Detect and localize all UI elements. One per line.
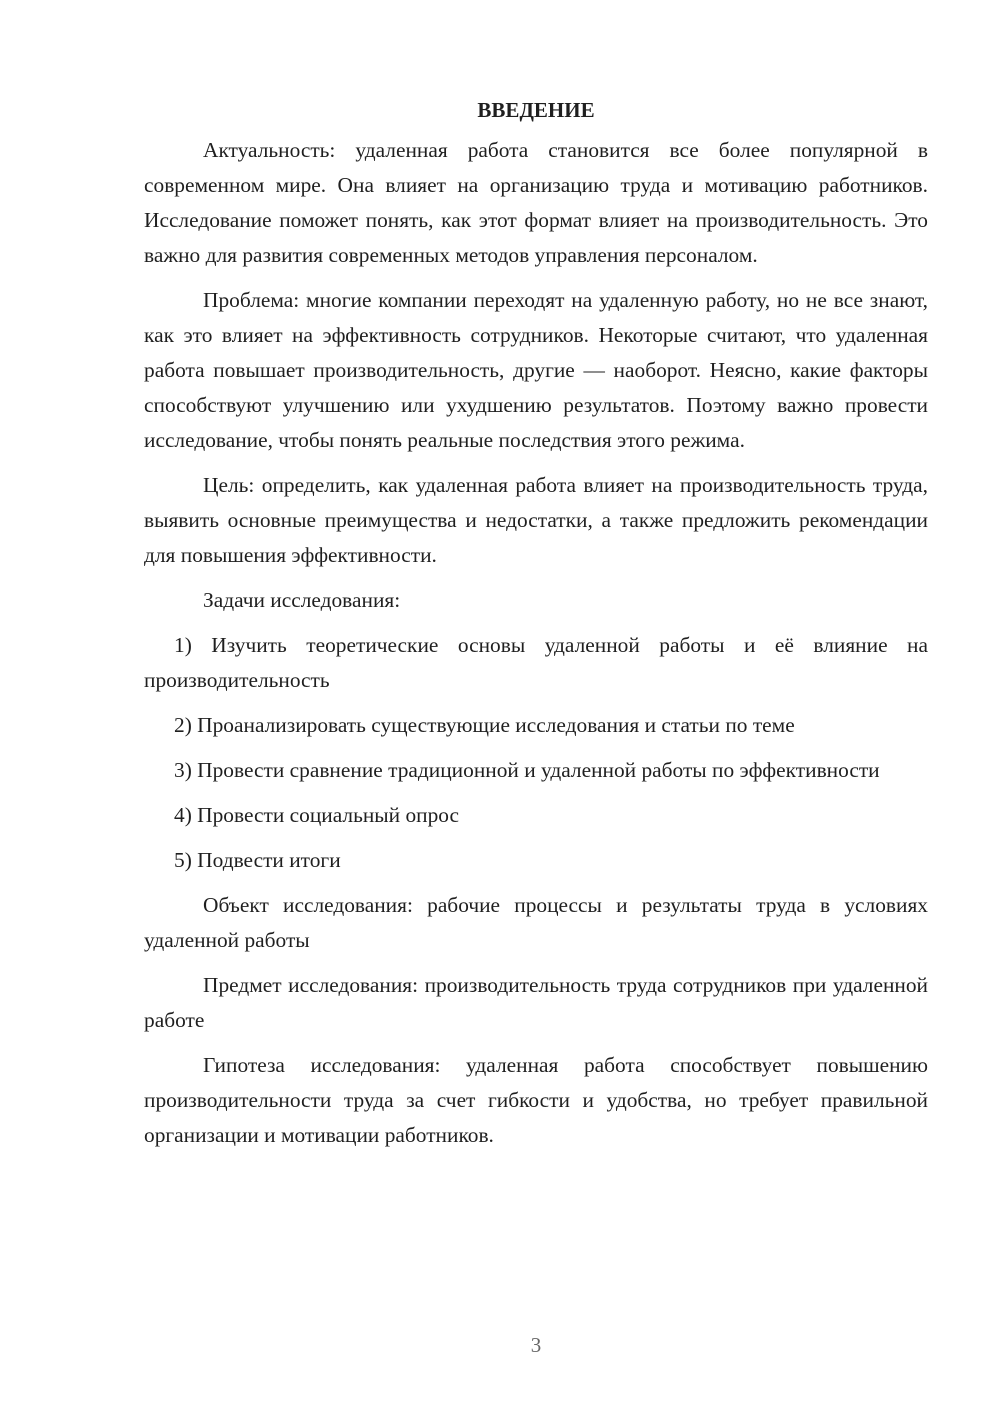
task-item-1: 1) Изучить теоретические основы удаленной работы и её влияние на производительность [144,633,928,692]
tasks-heading: Задачи исследования: [203,588,401,612]
task-item-2: 2) Проанализировать существующие исследования и статьи по теме [174,713,795,737]
hypothesis-paragraph: Гипотеза исследования: удаленная работа способствует повышению производительности труда за счет гибкости и удобства, но требует правильной организации и мотивации работников. [144,1053,928,1147]
problem-paragraph: Проблема: многие компании переходят на удаленную работу, но не все знают, как это влияет на эффективность сотрудников. Некоторые считают, что удаленная работа повышает производительность, другие — наоборот. Неясно, какие факторы способствуют улучшению или ухудшению результатов. Поэтому важно провести исследование, чтобы понять реальные последствия этого режима. [144,288,928,452]
research-subject-paragraph: Предмет исследования: производительность труда сотрудников при удаленной работе [144,973,928,1032]
document-page [144,92,928,1163]
research-object-paragraph: Объект исследования: рабочие процессы и результаты труда в условиях удаленной работы [144,893,928,952]
goal-paragraph: Цель: определить, как удаленная работа влияет на производительность труда, выявить основные преимущества и недостатки, а также предложить рекомендации для повышения эффективности. [144,473,928,567]
task-item-4: 4) Провести социальный опрос [174,803,460,827]
page-title: ВВЕДЕНИЕ [477,98,595,122]
task-item-5: 5) Подвести итоги [174,848,341,872]
page-number: 3 [530,1333,542,1357]
relevance-paragraph: Актуальность: удаленная работа становится все более популярной в современном мире. Она влияет на организацию труда и мотивацию работников. Исследование поможет понять, как этот формат влияет на производительность. Это важно для развития современных методов управления персоналом. [144,138,928,267]
task-item-3: 3) Провести сравнение традиционной и удаленной работы по эффективности [174,758,880,782]
